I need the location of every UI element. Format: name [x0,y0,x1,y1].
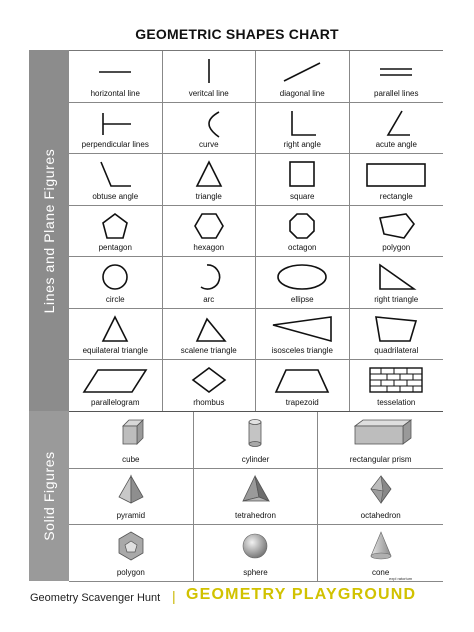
shape-cell [256,206,350,258]
octagon-icon [272,210,332,244]
shape-label: pentagon [98,243,132,253]
shape-cell [163,257,257,309]
isosceles-triangle-icon [267,313,337,347]
acute-angle-icon [366,107,426,141]
shape-cell [256,360,350,412]
section-plane-sidebar [29,50,69,411]
shape-label: quadrilateral [374,346,419,356]
shape-label: acute angle [375,140,417,150]
shape-cell [350,51,444,103]
ellipse-icon [272,261,332,295]
shape-label: sphere [243,568,268,577]
shape-cell [69,309,163,361]
shape-cell [163,154,257,206]
shape-label: ellipse [290,294,314,304]
shape-cell [256,257,350,309]
shape-cell [256,103,350,155]
shape-cell [69,525,194,582]
cube-icon [101,416,161,450]
exploratorium-logo: expl ratorium [389,576,413,581]
shape-cell [350,309,444,361]
right-triangle-icon [366,261,426,295]
shape-label: isosceles triangle [271,346,333,356]
shape-label: rectangle [379,191,413,201]
shape-label: cone [371,568,390,577]
shape-label: circle [105,294,125,304]
shape-label: polygon [116,568,145,577]
circle-icon [85,261,145,295]
tesselation-icon [364,364,428,398]
shape-cell [350,206,444,258]
shape-label: polygon [382,243,411,253]
shape-cell [163,51,257,103]
shape-label: parallelogram [91,398,140,407]
footer-title: Geometry Scavenger Hunt [30,592,161,604]
shape-cell [318,469,443,526]
quadrilateral-icon [366,313,426,347]
parallelogram-icon [80,364,150,398]
pentagon-icon [85,210,145,244]
pyramid-icon [101,473,161,507]
shape-label: veritcal line [188,88,229,98]
shape-label: perpendicular lines [81,140,149,150]
shape-cell [69,469,194,526]
perpendicular-lines-icon [85,107,145,141]
cylinder-icon [225,416,285,450]
shape-cell [256,51,350,103]
footer-separator: | [172,588,176,604]
shape-label: cylinder [241,454,270,464]
brand-wordmark: GEOMETRY PLAYGROUND [186,586,417,603]
shape-cell [69,51,163,103]
shape-cell [163,360,257,412]
curve-icon [179,107,239,141]
shape-label: hexagon [193,243,225,253]
shape-cell [256,309,350,361]
shape-cell [256,154,350,206]
hexagon-icon [179,210,239,244]
polyhedron-icon [101,529,161,563]
shape-label: rectangular prism [349,454,412,464]
plane-figures-grid [69,50,443,412]
diagonal-line-icon [272,55,332,89]
section-plane-label: Lines and Plane Figures [41,148,57,313]
shape-label: square [290,191,315,201]
shape-cell [69,206,163,258]
shape-cell [318,525,443,582]
trapezoid-icon [270,364,334,398]
shape-label: octahedron [360,511,401,521]
shape-cell [318,412,443,469]
obtuse-angle-icon [85,158,145,192]
equilateral-triangle-icon [85,313,145,347]
shape-cell [194,412,319,469]
shape-label: horizontal line [90,88,140,98]
shape-label: tesselation [377,398,416,407]
shape-label: cube [122,454,140,464]
shape-cell [350,257,444,309]
section-solid-label: Solid Figures [41,451,57,541]
shape-cell [163,309,257,361]
cone-icon [351,529,411,563]
shape-cell [350,154,444,206]
right-angle-icon [272,107,332,141]
sphere-icon [225,529,285,563]
shape-label: obtuse angle [92,191,139,201]
triangle-icon [179,158,239,192]
shape-cell [194,525,319,582]
rhombus-icon [179,364,239,398]
horizontal-line-icon [85,55,145,89]
shape-cell [69,257,163,309]
octahedron-icon [351,473,411,507]
shape-cell [163,103,257,155]
shape-label: scalene triangle [180,346,237,356]
shape-label: triangle [195,191,222,201]
shape-label: trapezoid [285,398,319,407]
shape-label: tetrahedron [235,511,276,521]
shape-cell [69,103,163,155]
chart-title: GEOMETRIC SHAPES CHART [135,26,339,42]
shape-label: right triangle [374,294,419,304]
shape-label: rhombus [193,398,225,407]
section-solid-sidebar [29,411,69,581]
shape-cell [194,469,319,526]
polygon-icon [366,210,426,244]
shape-label: arc [203,294,215,304]
square-icon [272,158,332,192]
shape-cell [69,412,194,469]
shape-cell [350,360,444,412]
shape-cell [69,360,163,412]
shape-label: parallel lines [374,88,419,98]
shape-cell [163,206,257,258]
scalene-triangle-icon [179,313,239,347]
shape-label: octagon [288,243,317,253]
shape-cell [350,103,444,155]
parallel-lines-icon [366,55,426,89]
solid-figures-grid [69,411,443,582]
shape-label: pyramid [116,511,146,521]
vertical-line-icon [179,55,239,89]
shape-label: equilateral triangle [82,346,148,356]
rectangular-prism-icon [341,416,421,450]
shape-label: right angle [283,140,321,150]
rectangle-icon [361,158,431,192]
arc-icon [179,261,239,295]
tetrahedron-icon [225,473,285,507]
shape-label: diagonal line [279,88,325,98]
shape-label: curve [198,140,219,150]
shape-cell [69,154,163,206]
